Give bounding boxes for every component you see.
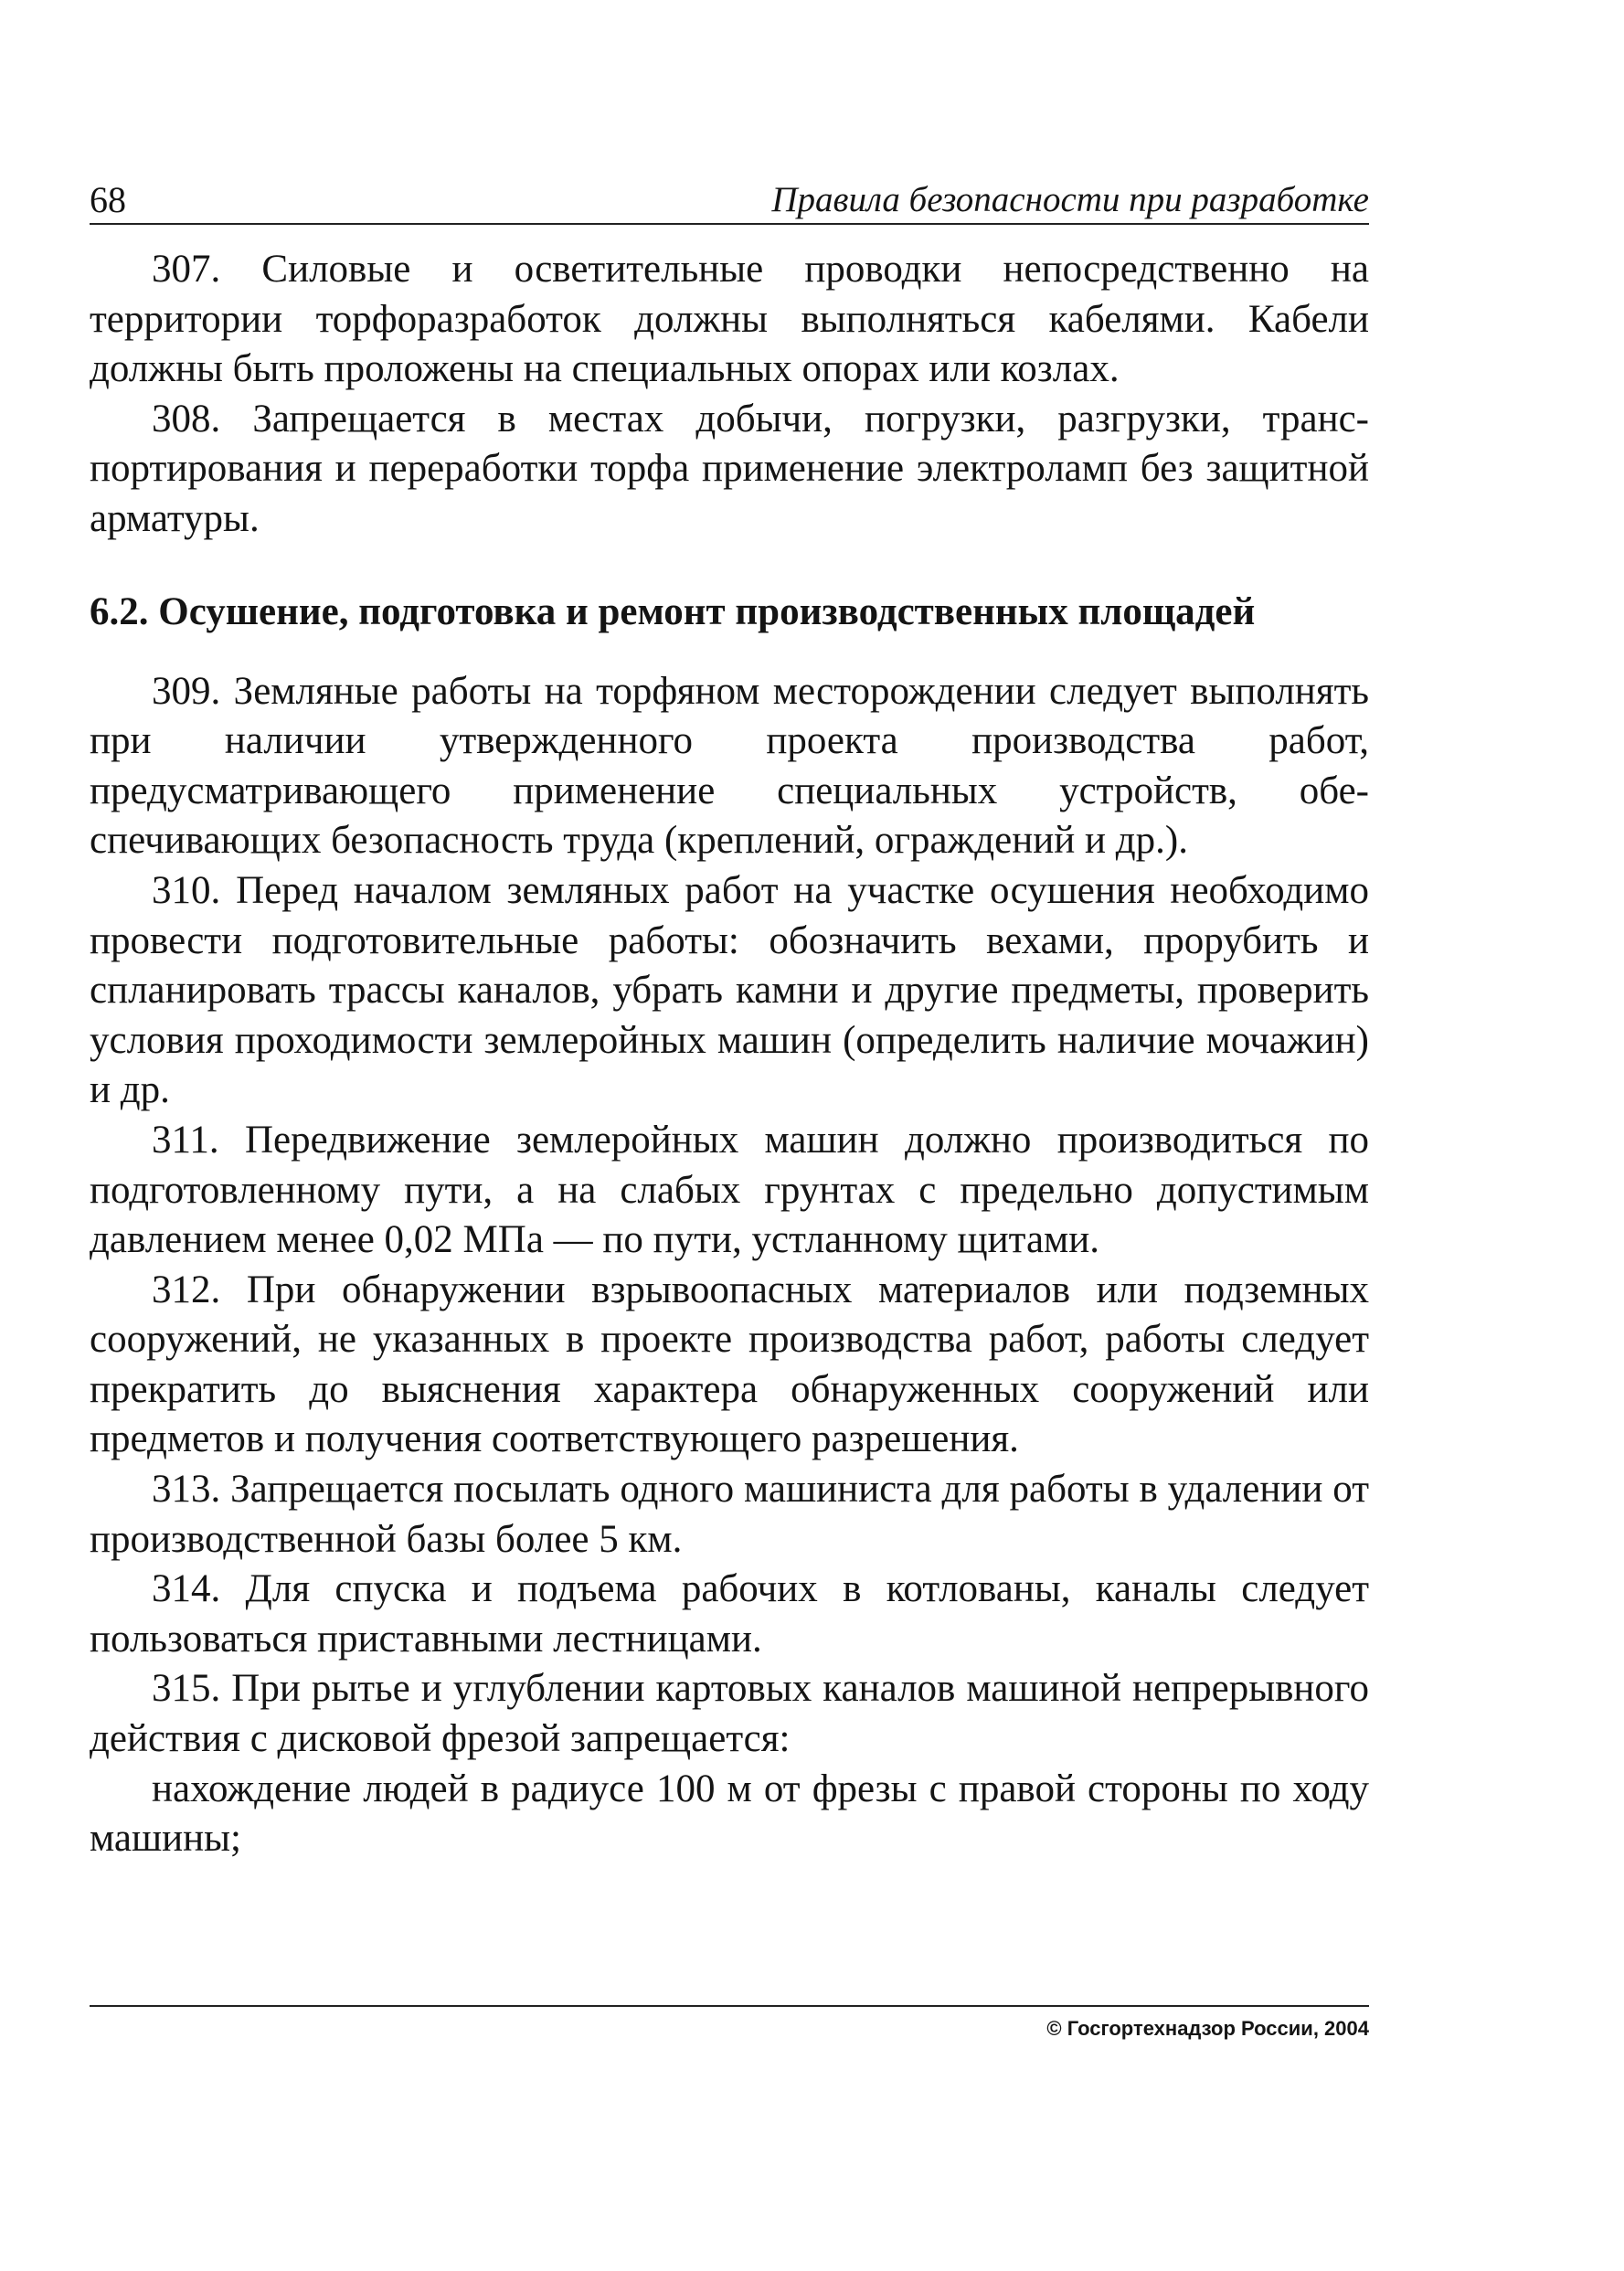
paragraph-313: 313. Запрещается посылать одного машиниста для работы в удалении от производственной базы более 5 км. bbox=[90, 1468, 1369, 1561]
paragraph-309: 309. Земляные работы на торфяном месторождении следует выполнять при наличии утвержденного проекта производства работ, предусматривающего применение специальных устройств, обеспечивающих безопасность труда (креплений, ограждений и др.). bbox=[90, 669, 1369, 863]
copyright-notice: © Госгортехнадзор России, 2004 bbox=[1046, 2017, 1369, 2040]
body-text bbox=[90, 245, 1369, 1864]
paragraph-315-item: нахождение людей в радиусе 100 м от фрезы с правой стороны по ходу машины; bbox=[90, 1767, 1369, 1861]
paragraph-314: 314. Для спуска и подъема рабочих в котлованы, каналы следует пользоваться приставными лестницами. bbox=[90, 1567, 1369, 1661]
paragraph-308: 308. Запрещается в местах добычи, погрузки, разгрузки, транспортирования и переработки торфа применение электроламп без защитной арматуры. bbox=[90, 397, 1369, 540]
page-header bbox=[90, 176, 1369, 224]
paragraph-312: 312. При обнаружении взрывоопасных материалов или подземных сооружений, не указанных в проекте производства работ, работы следует прекратить до выяснения характера обнаруженных сооружений или предметов и получения соответствующего разрешения. bbox=[90, 1268, 1369, 1461]
page-number: 68 bbox=[90, 179, 126, 220]
paragraph-315: 315. При рытье и углублении картовых каналов машиной непрерывного действия с дисковой фрезой запрещается: bbox=[90, 1667, 1369, 1761]
header-divider bbox=[90, 223, 1369, 225]
paragraph-311: 311. Передвижение землеройных машин должно производиться по подготовленному пути, а на слабых грунтах с предельно допустимым давлением менее 0,02 МПа — по пути, устланному щитами. bbox=[90, 1118, 1369, 1262]
footer-divider bbox=[90, 2005, 1369, 2007]
paragraph-310: 310. Перед началом земляных работ на участке осушения необходимо провести подготовительные работы: обозначить вехами, прорубить и спланировать трассы каналов, убрать камни и другие предметы, проверить условия проходимости землеройных машин (определить наличие мочажин) и др. bbox=[90, 868, 1369, 1112]
paragraph-307: 307. Силовые и осветительные проводки непосредственно на территории торфоразработок должны выполняться кабелями. Кабели должны быть проложены на специальных опорах или козлах. bbox=[90, 248, 1369, 391]
running-title: Правила безопасности при разработке bbox=[771, 180, 1369, 219]
section-heading: 6.2. Осушение, подготовка и ремонт производственных площадей bbox=[90, 589, 1256, 633]
